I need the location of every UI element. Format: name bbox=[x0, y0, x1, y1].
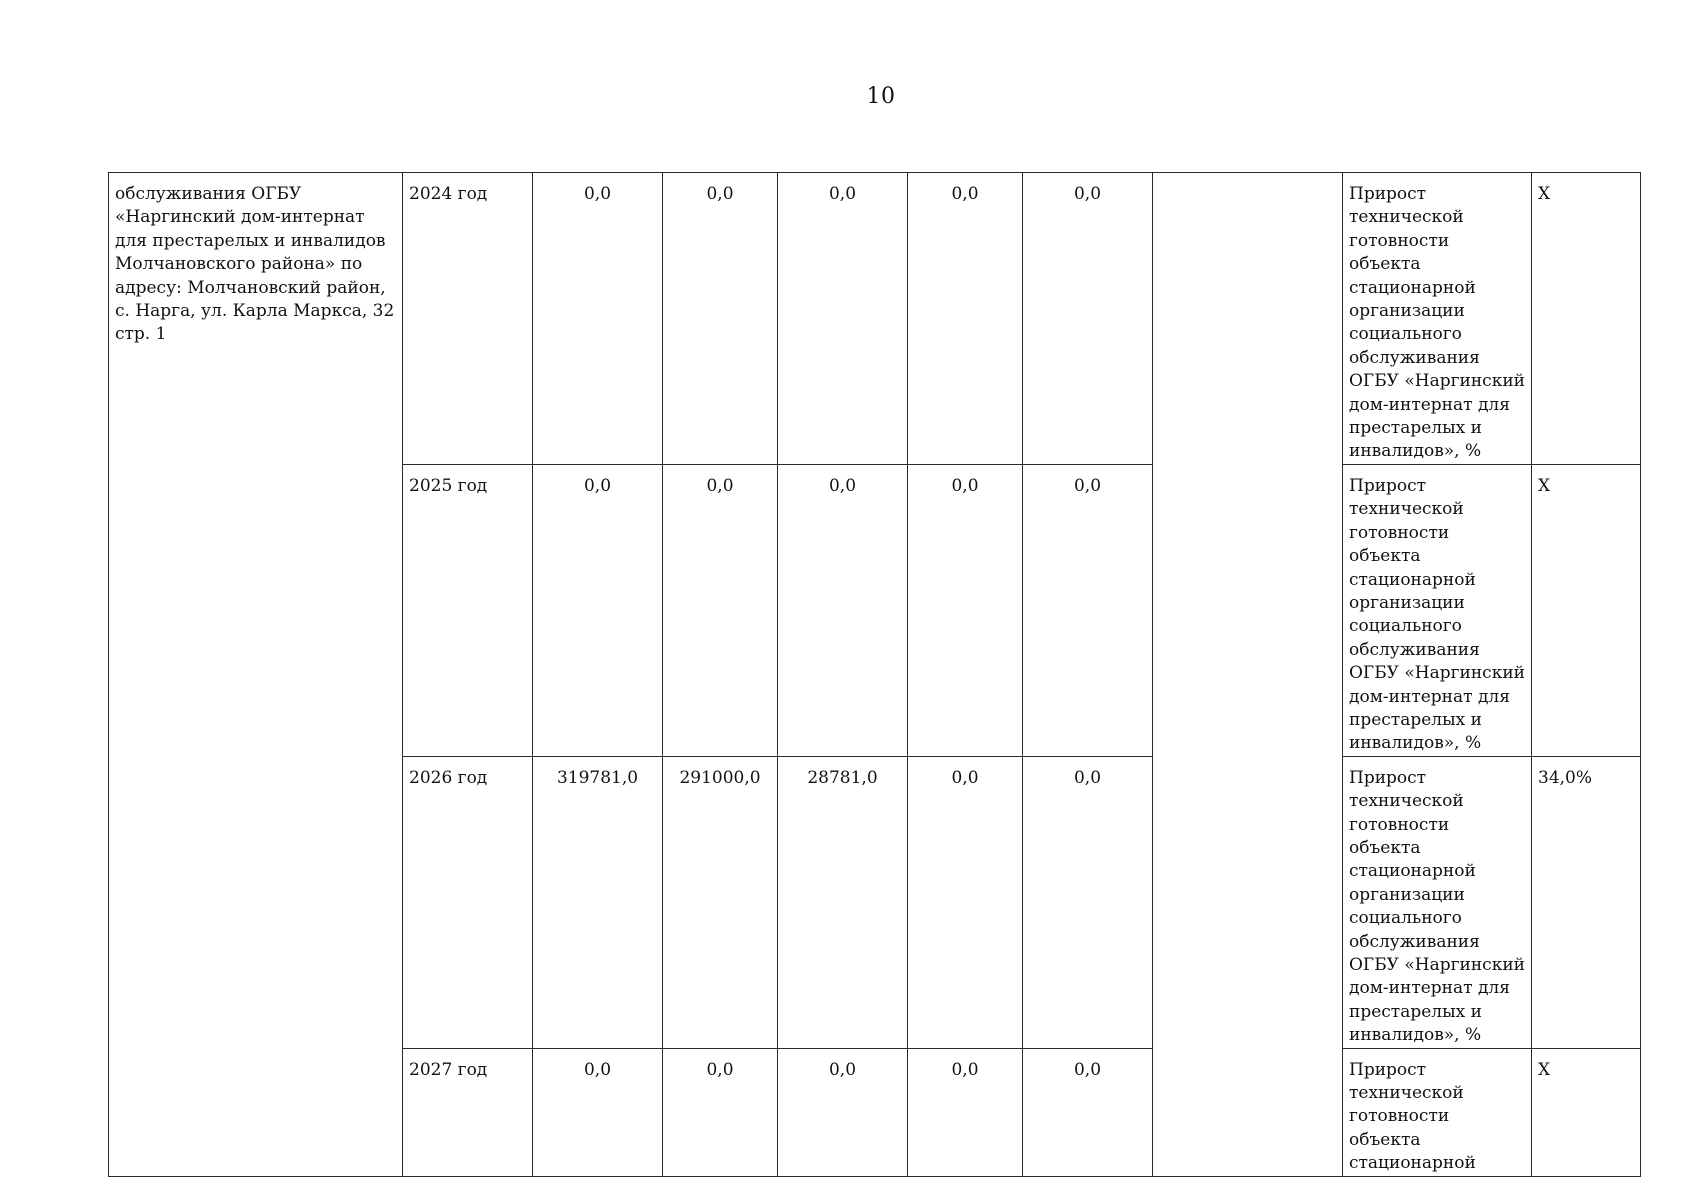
table-row bbox=[109, 173, 1641, 465]
empty-merged-cell bbox=[1153, 173, 1343, 1177]
object-description: обслуживания ОГБУ «Наргинский дом-интернат для престарелых и инвалидов Молчановского района» по адресу: Молчановский район, с. Нарга, ул. Карла Маркса, 32 стр. 1 bbox=[109, 173, 403, 1177]
indicator-value-cell: Х bbox=[1532, 173, 1641, 465]
other-cell: 0,0 bbox=[1023, 1048, 1153, 1176]
other-cell: 0,0 bbox=[1023, 464, 1153, 756]
other-cell: 0,0 bbox=[1023, 756, 1153, 1048]
indicator-value-cell: Х bbox=[1532, 464, 1641, 756]
total-cell: 0,0 bbox=[533, 173, 663, 465]
regional-cell: 0,0 bbox=[778, 173, 908, 465]
indicator-cell: Прирост технической готовности объекта стационарной организации социального обслуживания ОГБУ «Наргинский дом-интернат для престарелых и инвалидов», % bbox=[1343, 756, 1532, 1048]
year-cell: 2026 год bbox=[403, 756, 533, 1048]
total-cell: 319781,0 bbox=[533, 756, 663, 1048]
federal-cell: 0,0 bbox=[663, 173, 778, 465]
year-cell: 2027 год bbox=[403, 1048, 533, 1176]
other-cell: 0,0 bbox=[1023, 173, 1153, 465]
indicator-value-cell: 34,0% bbox=[1532, 756, 1641, 1048]
page-number: 10 bbox=[866, 84, 896, 109]
local-cell: 0,0 bbox=[908, 464, 1023, 756]
local-cell: 0,0 bbox=[908, 756, 1023, 1048]
indicator-cell: Прирост технической готовности объекта стационарной организации социального обслуживания ОГБУ «Наргинский дом-интернат для престарелых и инвалидов», % bbox=[1343, 464, 1532, 756]
regional-cell: 28781,0 bbox=[778, 756, 908, 1048]
indicator-cell: Прирост технической готовности объекта стационарной bbox=[1343, 1048, 1532, 1176]
local-cell: 0,0 bbox=[908, 173, 1023, 465]
federal-cell: 0,0 bbox=[663, 1048, 778, 1176]
regional-cell: 0,0 bbox=[778, 1048, 908, 1176]
year-cell: 2025 год bbox=[403, 464, 533, 756]
regional-cell: 0,0 bbox=[778, 464, 908, 756]
total-cell: 0,0 bbox=[533, 1048, 663, 1176]
federal-cell: 0,0 bbox=[663, 464, 778, 756]
federal-cell: 291000,0 bbox=[663, 756, 778, 1048]
indicator-cell: Прирост технической готовности объекта стационарной организации социального обслуживания ОГБУ «Наргинский дом-интернат для престарелых и инвалидов», % bbox=[1343, 173, 1532, 465]
year-cell: 2024 год bbox=[403, 173, 533, 465]
total-cell: 0,0 bbox=[533, 464, 663, 756]
funding-table bbox=[108, 172, 1641, 1177]
indicator-value-cell: Х bbox=[1532, 1048, 1641, 1176]
local-cell: 0,0 bbox=[908, 1048, 1023, 1176]
